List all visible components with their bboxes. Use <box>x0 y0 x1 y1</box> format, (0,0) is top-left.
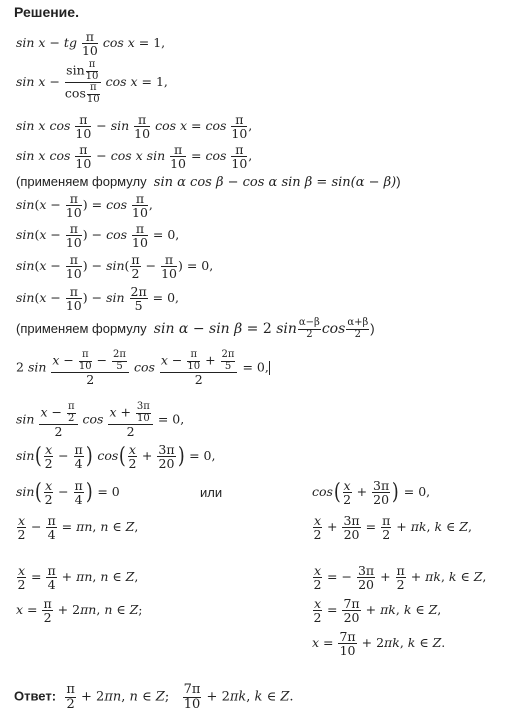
equation-line-6: sin(x − $\frac{\pi}{10}$ ) = cos $\frac{\pi}{10}$ , <box>16 191 153 221</box>
formula-note-1: (применяем формулу sin α cos β − cos α sin β = sin(α − β)) <box>16 174 401 190</box>
equation-line-9: sin(x − $\frac{\pi}{10}$ ) − sin $\frac{2\pi}{5}$ = 0, <box>16 284 180 314</box>
equation-line-4: sin x cos $\frac{\pi}{10}$ − cos x sin $\frac{\pi}{10}$ = cos $\frac{\pi}{10}$ , <box>16 142 253 172</box>
equation-line-8: sin(x − $\frac{\pi}{10}$ ) − sin( $\frac{\pi}{2}$ − $\frac{\pi}{10}$ ) = 0, <box>16 252 214 282</box>
equation-line-12: sin x − $\frac{\pi}{2}$ 2 cos x + $\frac{3\pi}{10}$ 2 = 0, <box>16 401 185 439</box>
right-line-2: $\frac{x}{2}$ + $\frac{3\pi}{20}$ = $\frac{\pi}{2}$ + πk, k ∈ Z, <box>313 513 472 543</box>
solution-title: Решение. <box>14 4 79 20</box>
text-cursor <box>269 361 270 375</box>
right-line-3: $\frac{x}{2}$ = − $\frac{3\pi}{20}$ + $\frac{\pi}{2}$ + πk, k ∈ Z, <box>313 563 487 593</box>
left-line-4: x = $\frac{\pi}{2}$ + 2πn, n ∈ Z; <box>16 596 143 626</box>
right-line-4: $\frac{x}{2}$ = $\frac{7\pi}{20}$ + πk, k ∈ Z, <box>313 596 442 626</box>
equation-line-2: sin x − sin $\frac{\pi}{10}$ cos $\frac{\pi}{10}$ cos x = 1, <box>16 59 168 105</box>
answer-line: Ответ: $\frac{\pi}{2}$ + 2πn, n ∈ Z; $\frac{7\pi}{10}$ + 2πk, k ∈ Z. <box>14 682 294 712</box>
formula-note-2: (применяем формулу sin α − sin β = 2 sin $\frac{\alpha-\beta}{2}$ cos $\frac{\alpha+\beta}{2}$ ) <box>16 317 375 340</box>
equation-line-7: sin(x − $\frac{\pi}{10}$ ) − cos $\frac{\pi}{10}$ = 0, <box>16 221 180 251</box>
equation-line-11: 2 sin x − $\frac{\pi}{10}$ − $\frac{2\pi}{5}$ 2 cos x − $\frac{\pi}{10}$ + $\frac{2\pi}{5}$ 2 = 0, <box>16 349 269 387</box>
answer-label: Ответ: <box>14 688 57 704</box>
or-word: или <box>200 485 223 500</box>
equation-line-3: sin x cos $\frac{\pi}{10}$ − sin $\frac{\pi}{10}$ cos x = cos $\frac{\pi}{10}$ , <box>16 112 253 142</box>
left-line-3: $\frac{x}{2}$ = $\frac{\pi}{4}$ + πn, n ∈ Z, <box>17 563 139 593</box>
equation-line-13: sin( $\frac{x}{2}$ − $\frac{\pi}{4}$ ) cos( $\frac{x}{2}$ + $\frac{3\pi}{20}$ ) = 0, <box>16 442 216 472</box>
left-line-2: $\frac{x}{2}$ − $\frac{\pi}{4}$ = πn, n ∈ Z, <box>17 513 139 543</box>
right-line-5: x = $\frac{7\pi}{10}$ + 2πk, k ∈ Z. <box>312 629 446 659</box>
equation-line-1: sin x − tg $\frac{\pi}{10}$ cos x = 1, <box>16 29 166 59</box>
right-line-1: cos( $\frac{x}{2}$ + $\frac{3\pi}{20}$ ) = 0, <box>312 478 431 508</box>
left-line-1: sin( $\frac{x}{2}$ − $\frac{\pi}{4}$ ) = 0 <box>16 478 120 508</box>
